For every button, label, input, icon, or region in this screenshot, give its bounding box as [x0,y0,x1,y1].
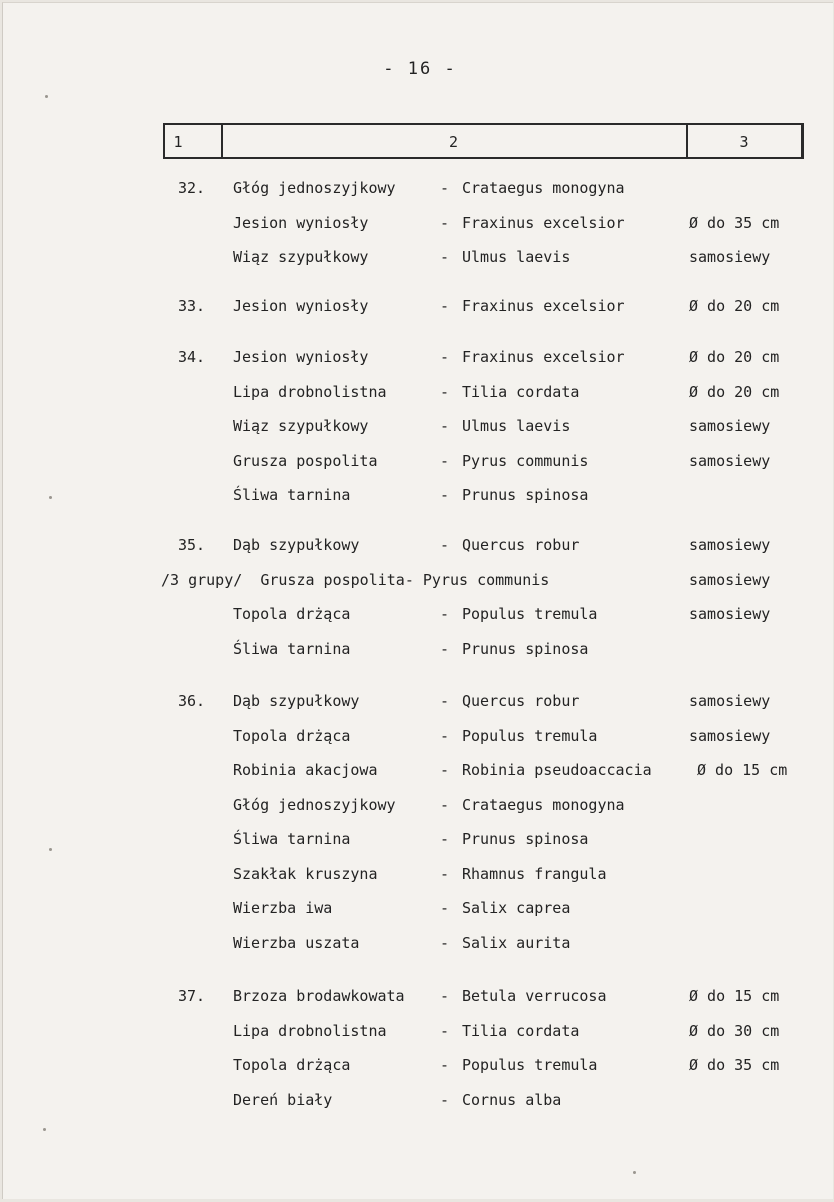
dash-separator: - [440,899,450,917]
scan-speck [45,95,48,98]
polish-name: Grusza pospolita [233,452,378,470]
latin-name: Populus tremula [462,605,598,623]
remark: Ø do 20 cm [689,297,780,315]
remark: Ø do 15 cm [689,987,780,1005]
polish-name: Wiąz szypułkowy [233,248,369,266]
latin-name: Populus tremula [462,727,598,745]
group-number: 36. [178,692,206,710]
dash-separator: - [440,727,450,745]
polish-name: Wiąz szypułkowy [233,417,369,435]
latin-name: Fraxinus excelsior [462,348,625,366]
page-number: - 16 - [383,59,457,79]
latin-name: Quercus robur [462,536,580,554]
latin-name: Prunus spinosa [462,830,589,848]
polish-name: Dereń biały [233,1091,333,1109]
latin-name: Fraxinus excelsior [462,297,625,315]
dash-separator: - [440,452,450,470]
polish-name: Jesion wyniosły [233,348,369,366]
dash-separator: - [440,486,450,504]
latin-name: Quercus robur [462,692,580,710]
table-header [163,123,804,159]
polish-name: Lipa drobnolistna [233,383,387,401]
latin-name: Salix aurita [462,934,571,952]
polish-name: Śliwa tarnina [233,830,351,848]
latin-name: Pyrus communis [462,452,589,470]
group-number: 35. [178,536,206,554]
latin-name: Salix caprea [462,899,571,917]
polish-name: Dąb szypułkowy [233,536,360,554]
species-line: /3 grupy/ Grusza pospolita- Pyrus communis [161,571,550,589]
dash-separator: - [440,248,450,266]
latin-name: Tilia cordata [462,383,580,401]
scan-speck [43,1128,46,1131]
remark: samosiewy [689,571,771,589]
scan-speck [633,1171,636,1174]
dash-separator: - [440,865,450,883]
latin-name: Ulmus laevis [462,417,571,435]
polish-name: Topola drżąca [233,1056,351,1074]
dash-separator: - [440,1091,450,1109]
group-number: 33. [178,297,206,315]
header-col-3: 3 [739,133,749,151]
polish-name: Topola drżąca [233,727,351,745]
scan-speck [49,496,52,499]
dash-separator: - [440,348,450,366]
polish-name: Głóg jednoszyjkowy [233,796,396,814]
remark: Ø do 35 cm [689,1056,780,1074]
dash-separator: - [440,761,450,779]
latin-name: Ulmus laevis [462,248,571,266]
latin-name: Prunus spinosa [462,486,589,504]
dash-separator: - [440,417,450,435]
polish-name: Lipa drobnolistna [233,1022,387,1040]
latin-name: Cornus alba [462,1091,562,1109]
dash-separator: - [440,536,450,554]
polish-name: Robinia akacjowa [233,761,378,779]
latin-name: Tilia cordata [462,1022,580,1040]
polish-name: Śliwa tarnina [233,640,351,658]
remark: samosiewy [689,452,771,470]
latin-name: Populus tremula [462,1056,598,1074]
document-page [2,2,833,1199]
polish-name: Wierzba uszata [233,934,360,952]
scan-speck [49,848,52,851]
polish-name: Brzoza brodawkowata [233,987,405,1005]
dash-separator: - [440,640,450,658]
dash-separator: - [440,796,450,814]
latin-name: Rhamnus frangula [462,865,607,883]
polish-name: Wierzba iwa [233,899,333,917]
remark: samosiewy [689,248,771,266]
dash-separator: - [440,383,450,401]
polish-name: Szakłak kruszyna [233,865,378,883]
dash-separator: - [440,692,450,710]
polish-name: Głóg jednoszyjkowy [233,179,396,197]
remark: Ø do 30 cm [689,1022,780,1040]
dash-separator: - [440,934,450,952]
remark: samosiewy [689,417,771,435]
latin-name: Fraxinus excelsior [462,214,625,232]
dash-separator: - [440,830,450,848]
dash-separator: - [440,605,450,623]
group-number: 32. [178,179,206,197]
latin-name: Prunus spinosa [462,640,589,658]
dash-separator: - [440,214,450,232]
remark: samosiewy [689,536,771,554]
dash-separator: - [440,179,450,197]
remark: Ø do 15 cm [697,761,788,779]
header-col-1: 1 [165,125,223,157]
remark: samosiewy [689,692,771,710]
latin-name: Robinia pseudoaccacia [462,761,652,779]
latin-name: Crataegus monogyna [462,796,625,814]
dash-separator: - [440,1022,450,1040]
latin-name: Crataegus monogyna [462,179,625,197]
group-number: 34. [178,348,206,366]
polish-name: Jesion wyniosły [233,214,369,232]
remark: Ø do 35 cm [689,214,780,232]
dash-separator: - [440,987,450,1005]
remark: samosiewy [689,605,771,623]
dash-separator: - [440,1056,450,1074]
latin-name: Betula verrucosa [462,987,607,1005]
polish-name: Jesion wyniosły [233,297,369,315]
header-col-2: 2 [221,125,688,157]
polish-name: Topola drżąca [233,605,351,623]
group-number: 37. [178,987,206,1005]
remark: Ø do 20 cm [689,383,780,401]
dash-separator: - [440,297,450,315]
remark: samosiewy [689,727,771,745]
remark: Ø do 20 cm [689,348,780,366]
polish-name: Śliwa tarnina [233,486,351,504]
polish-name: Dąb szypułkowy [233,692,360,710]
